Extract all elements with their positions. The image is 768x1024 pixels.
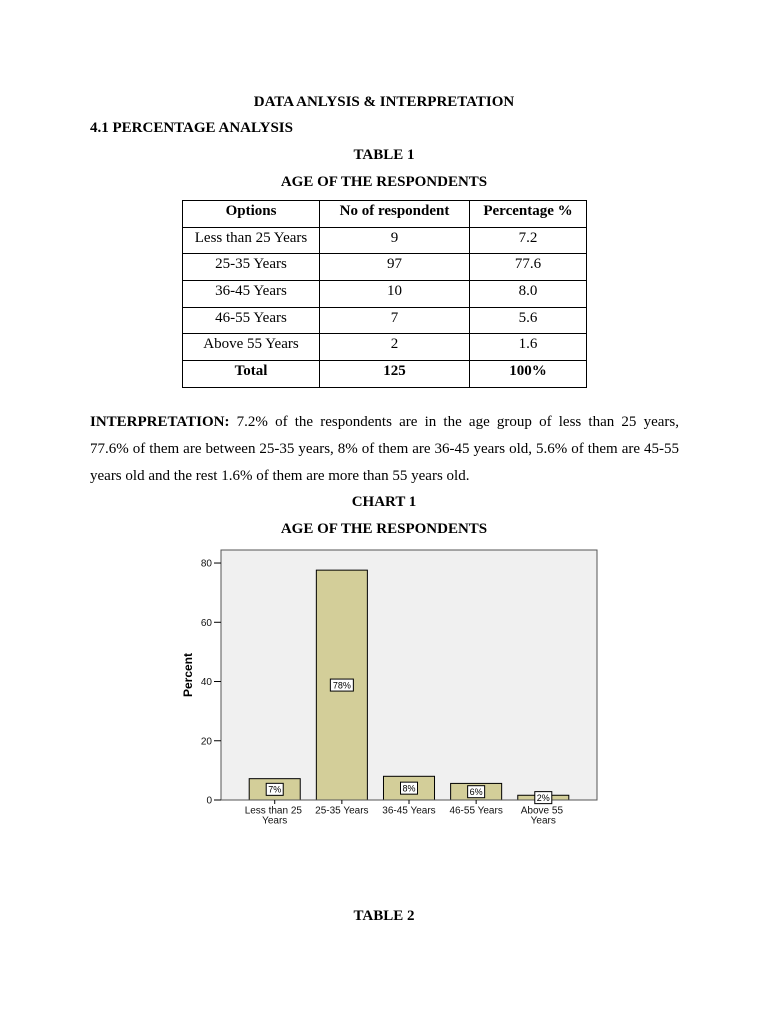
table-cell: 10 bbox=[320, 281, 470, 308]
table-total-cell: Total bbox=[183, 361, 320, 388]
table-total-cell: 125 bbox=[320, 361, 470, 388]
y-tick-label-20: 20 bbox=[200, 736, 212, 748]
table-cell: 1.6 bbox=[470, 334, 587, 361]
chart-title: AGE OF THE RESPONDENTS bbox=[280, 521, 488, 537]
x-tick-label-46-55-years: 46-55 Years bbox=[449, 805, 503, 817]
next-table-number: TABLE 2 bbox=[353, 908, 415, 924]
data-label-25-35-years bbox=[330, 679, 353, 691]
table-total-cell: 100% bbox=[470, 361, 587, 388]
table-cell: 77.6 bbox=[470, 254, 587, 281]
table-row bbox=[183, 334, 587, 361]
table-cell: 46-55 Years bbox=[183, 307, 320, 334]
table-cell: 2 bbox=[320, 334, 470, 361]
data-label-text: 78% bbox=[332, 680, 351, 691]
data-label-text: 7% bbox=[268, 784, 282, 795]
interpretation-line bbox=[90, 409, 679, 436]
table-cell: 25-35 Years bbox=[183, 254, 320, 281]
column-header-options: Options bbox=[183, 201, 320, 228]
y-tick-label-40: 40 bbox=[200, 677, 212, 689]
table-title: AGE OF THE RESPONDENTS bbox=[280, 174, 488, 190]
table-cell: 7.2 bbox=[470, 227, 587, 254]
table-cell: Less than 25 Years bbox=[183, 227, 320, 254]
y-tick-label-80: 80 bbox=[200, 558, 212, 570]
table-row bbox=[183, 307, 587, 334]
age-bar-chart bbox=[170, 540, 610, 840]
table-header-row bbox=[183, 201, 587, 228]
table-cell: 9 bbox=[320, 227, 470, 254]
x-tick-label-less-than-25-years: Less than 25 Years bbox=[244, 805, 305, 827]
x-tick-label-36-45-years: 36-45 Years bbox=[382, 805, 436, 817]
column-header-percentage: Percentage % bbox=[470, 201, 587, 228]
x-tick-label-above-55-years: Above 55 Years bbox=[520, 805, 566, 827]
x-tick-label-25-35-years: 25-35 Years bbox=[315, 805, 369, 817]
data-label-text: 6% bbox=[469, 786, 483, 797]
table-cell: 7 bbox=[320, 307, 470, 334]
interpretation-line bbox=[90, 463, 679, 490]
column-header-respondents: No of respondent bbox=[320, 201, 470, 228]
table-total-row bbox=[183, 361, 587, 388]
interpretation-text: years old and the rest 1.6% of them are more than 55 years old. bbox=[90, 468, 470, 484]
interpretation-label: INTERPRETATION: bbox=[90, 414, 230, 430]
page-title: DATA ANLYSIS & INTERPRETATION bbox=[253, 94, 515, 110]
table-row bbox=[183, 281, 587, 308]
interpretation-paragraph bbox=[90, 409, 679, 490]
table-cell: 36-45 Years bbox=[183, 281, 320, 308]
data-label-text: 2% bbox=[536, 792, 550, 803]
data-label-text: 8% bbox=[402, 783, 416, 794]
table-cell: Above 55 Years bbox=[183, 334, 320, 361]
table-row bbox=[183, 254, 587, 281]
table-cell: 5.6 bbox=[470, 307, 587, 334]
interpretation-text: 7.2% of the respondents are in the age group of less than 25 years, bbox=[236, 414, 679, 430]
table-number: TABLE 1 bbox=[353, 147, 415, 163]
age-table bbox=[182, 200, 587, 388]
data-label-46-55-years bbox=[468, 786, 485, 798]
section-heading: 4.1 PERCENTAGE ANALYSIS bbox=[90, 120, 293, 136]
interpretation-text: 77.6% of them are between 25-35 years, 8% of them are 36-45 years old, 5.6% of them are 45-55 bbox=[90, 441, 679, 457]
table-row bbox=[183, 227, 587, 254]
y-axis-label: Percent bbox=[181, 652, 195, 698]
data-label-less-than-25-years bbox=[266, 783, 283, 795]
interpretation-line bbox=[90, 436, 679, 463]
y-tick-label-0: 0 bbox=[206, 795, 212, 807]
data-label-above-55-years bbox=[535, 792, 552, 804]
data-label-36-45-years bbox=[401, 782, 418, 794]
chart-number: CHART 1 bbox=[351, 494, 417, 510]
plot-area bbox=[221, 550, 597, 800]
table-cell: 8.0 bbox=[470, 281, 587, 308]
y-tick-label-60: 60 bbox=[200, 617, 212, 629]
table-cell: 97 bbox=[320, 254, 470, 281]
